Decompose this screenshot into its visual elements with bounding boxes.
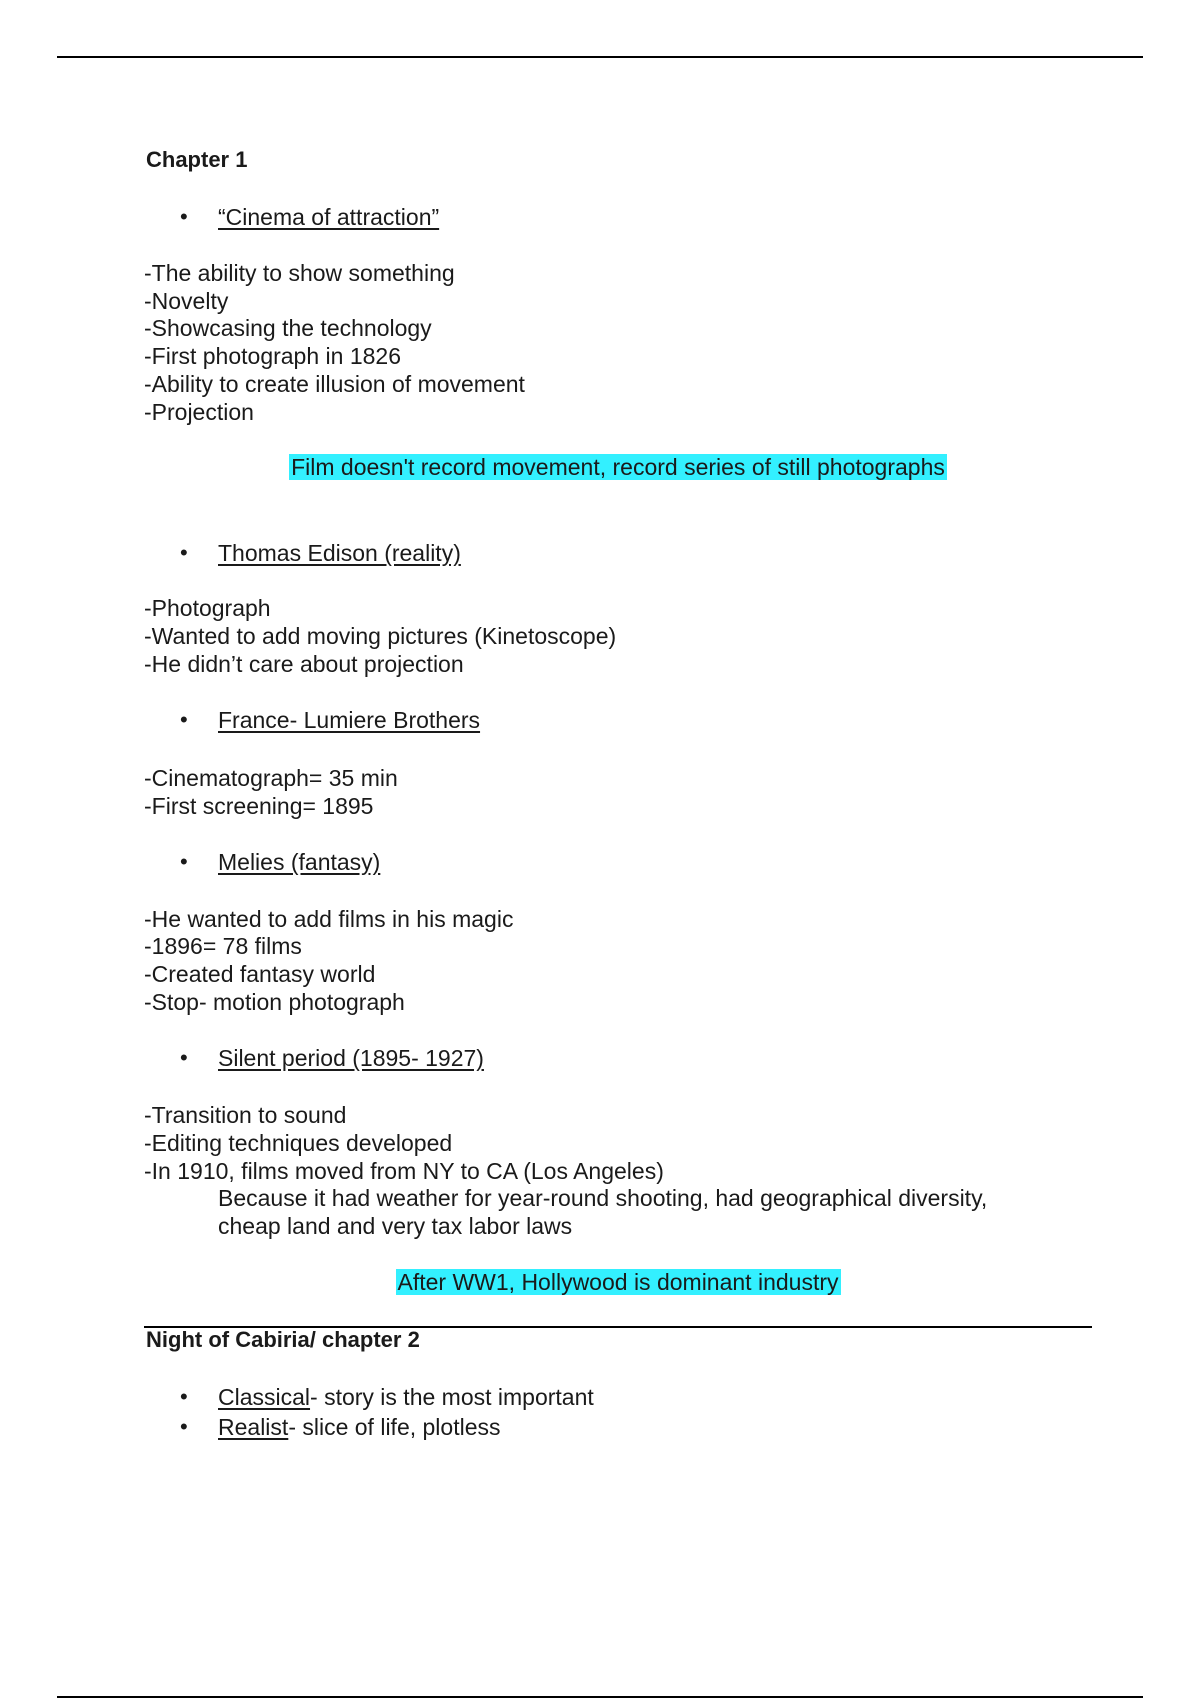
- note-line: -Novelty: [144, 288, 229, 314]
- highlight-box-1: [144, 453, 1092, 481]
- bullet-dot: •: [180, 1384, 188, 1409]
- list-item-classical: [218, 1383, 594, 1411]
- note-line: -Created fantasy world: [144, 961, 376, 987]
- topic-lumiere-brothers: France- Lumiere Brothers: [218, 707, 481, 733]
- note-line: -In 1910, films moved from NY to CA (Los Angeles): [144, 1158, 664, 1184]
- chapter1-heading: Chapter 1: [146, 147, 248, 172]
- note-line: -Showcasing the technology: [144, 315, 432, 341]
- note-line: -First screening= 1895: [144, 793, 374, 819]
- top-rule: [57, 56, 1143, 58]
- highlight-text-2: After WW1, Hollywood is dominant industry: [397, 1269, 839, 1295]
- note-line: -Stop- motion photograph: [144, 989, 405, 1015]
- bullet-dot: •: [180, 707, 188, 732]
- note-line: -Ability to create illusion of movement: [144, 371, 525, 397]
- note-line: -Cinematograph= 35 min: [144, 765, 398, 791]
- note-line: -1896= 78 films: [144, 933, 302, 959]
- note-line: -Projection: [144, 399, 254, 425]
- note-line-indent: cheap land and very tax labor laws: [218, 1213, 573, 1239]
- note-line: -Transition to sound: [144, 1102, 347, 1128]
- term-realist: Realist: [218, 1414, 289, 1440]
- topic-thomas-edison: Thomas Edison (reality): [218, 540, 461, 566]
- topic-cinema-of-attraction: “Cinema of attraction”: [218, 204, 440, 230]
- term-classical: Classical: [218, 1384, 311, 1410]
- note-line: -He wanted to add films in his magic: [144, 906, 514, 932]
- bullet-dot: •: [180, 1414, 188, 1439]
- bullet-dot: •: [180, 540, 188, 565]
- topic-melies: Melies (fantasy): [218, 849, 381, 875]
- note-line: -The ability to show something: [144, 260, 455, 286]
- chapter2-heading: Night of Cabiria/ chapter 2: [146, 1327, 420, 1352]
- bottom-rule: [57, 1696, 1143, 1698]
- bullet-dot: •: [180, 849, 188, 874]
- bullet-dot: •: [180, 204, 188, 229]
- highlight-box-2: [144, 1268, 1092, 1296]
- bullet-dot: •: [180, 1045, 188, 1070]
- note-line: -First photograph in 1826: [144, 343, 401, 369]
- term-description: - story is the most important: [310, 1384, 594, 1410]
- topic-silent-period: Silent period (1895- 1927): [218, 1045, 484, 1071]
- note-line: -Wanted to add moving pictures (Kinetoscope): [144, 623, 617, 649]
- highlight-text-1: Film doesn't record movement, record series of still photographs: [291, 454, 945, 480]
- note-line-indent: Because it had weather for year-round shooting, had geographical diversity,: [218, 1185, 988, 1211]
- note-line: -Editing techniques developed: [144, 1130, 453, 1156]
- term-description: - slice of life, plotless: [288, 1414, 501, 1440]
- list-item-realist: [218, 1413, 501, 1441]
- note-line: -He didn’t care about projection: [144, 651, 464, 677]
- note-line: -Photograph: [144, 595, 271, 621]
